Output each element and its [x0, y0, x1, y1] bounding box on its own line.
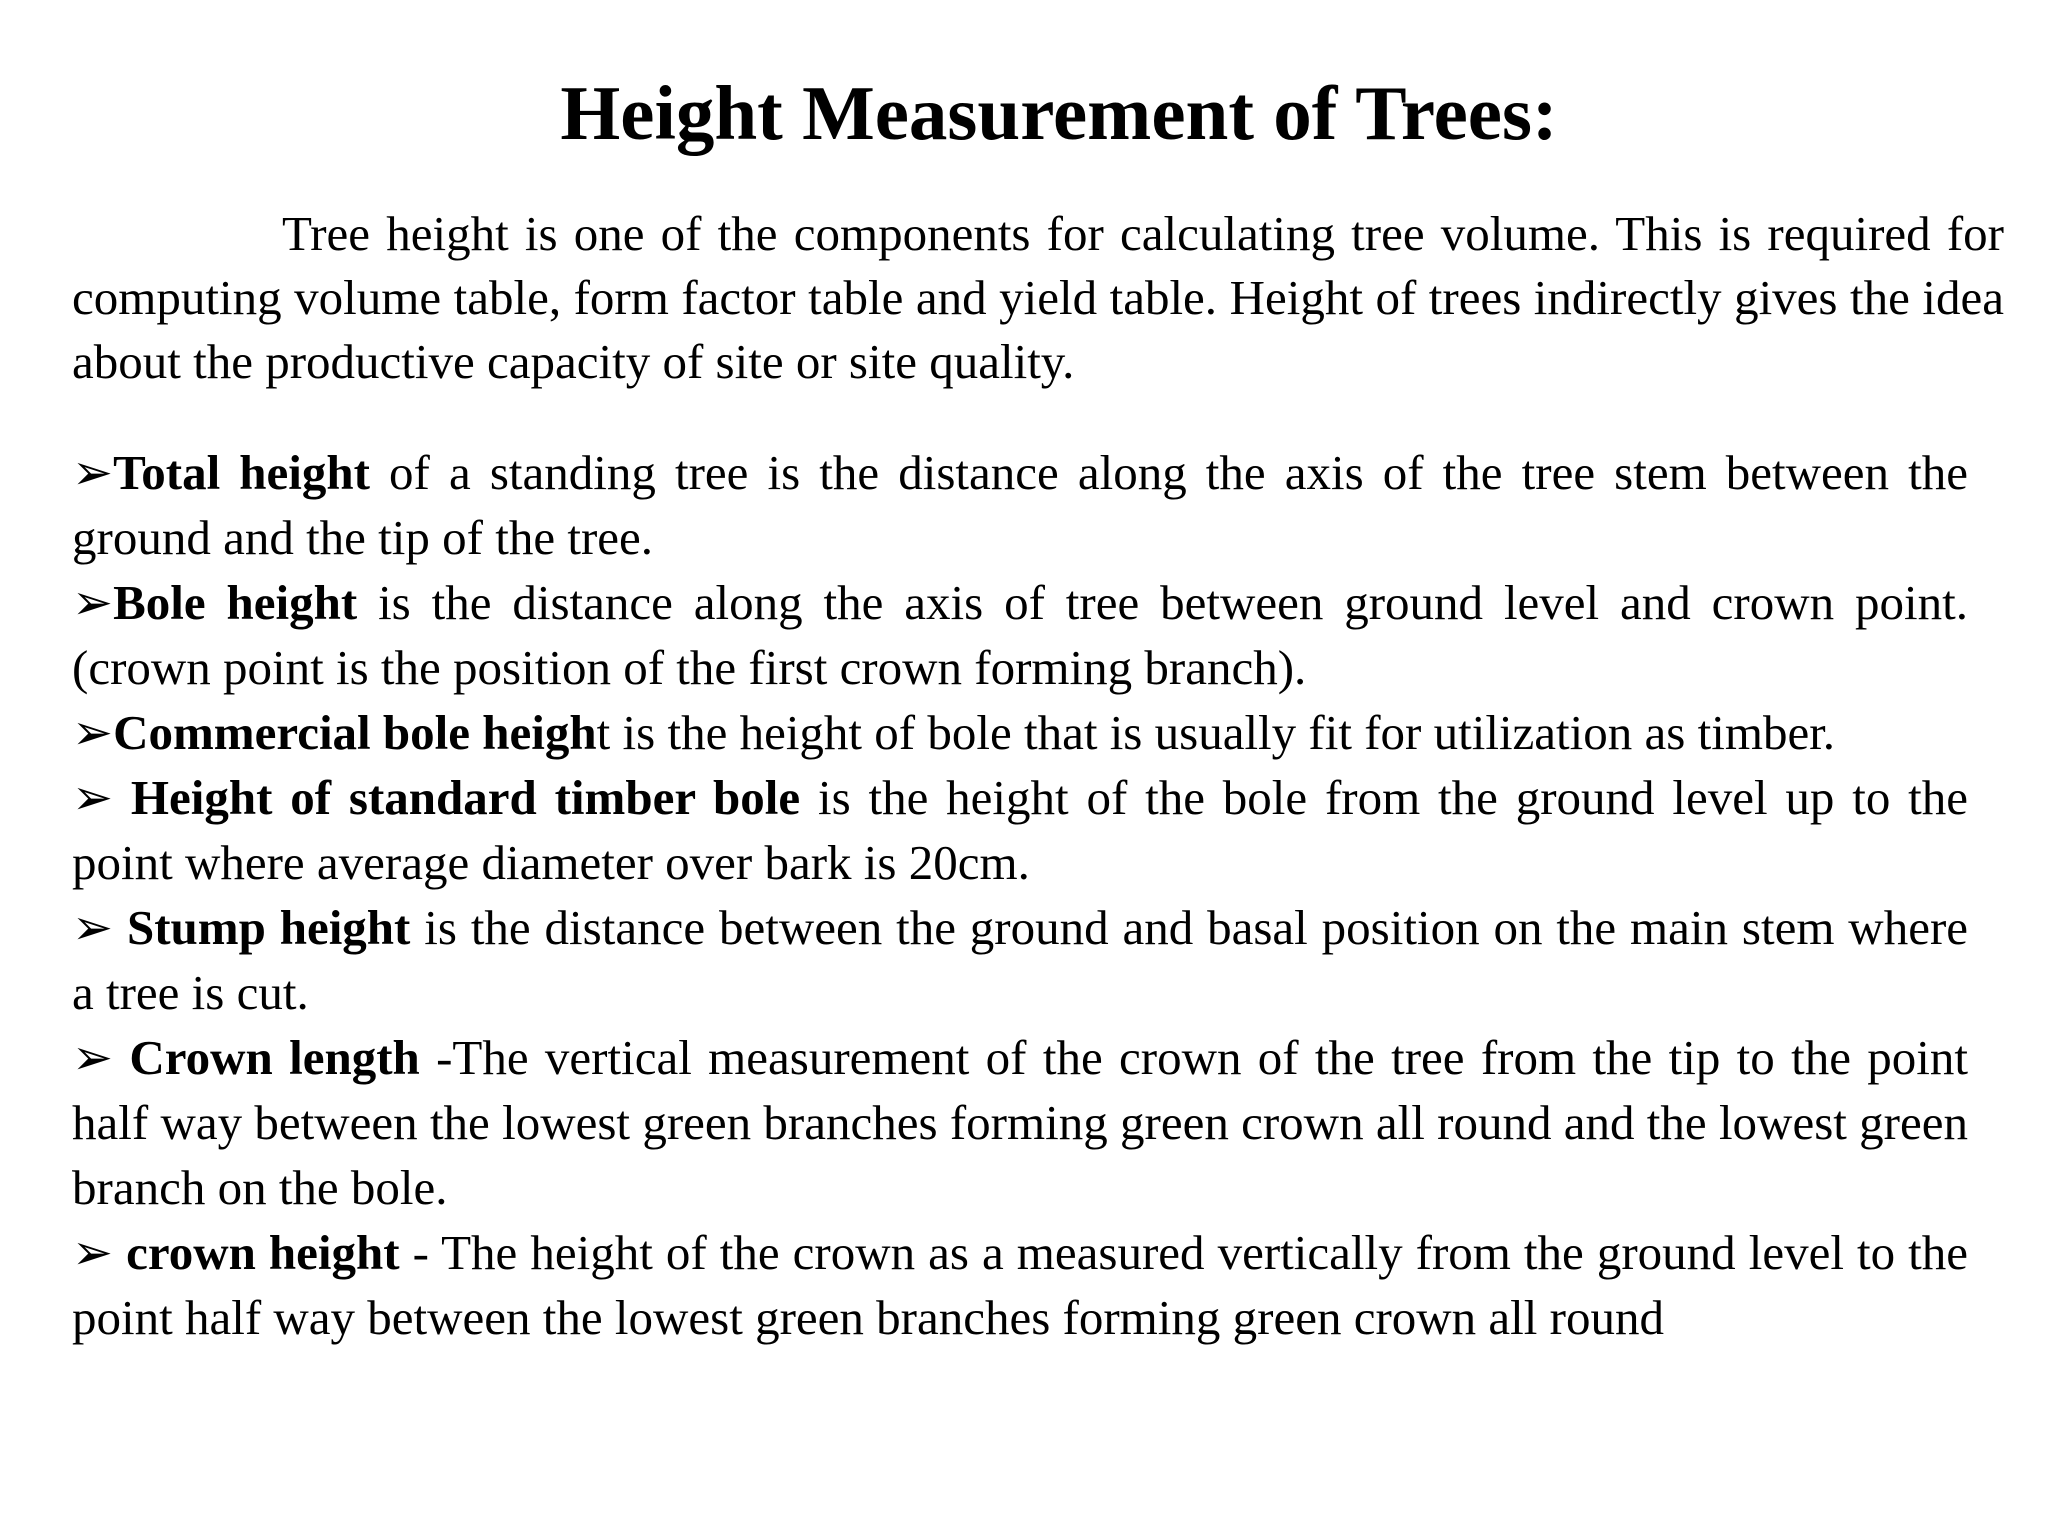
arrow-bullet-icon: ➢	[72, 900, 127, 955]
definition-text: of a standing tree is the distance along the axis of the tree stem between the ground and the tip of the tree.	[72, 445, 1968, 565]
arrow-bullet-icon: ➢	[72, 1030, 130, 1085]
arrow-bullet-icon: ➢	[72, 1225, 127, 1280]
definition-term: Crown length	[129, 1030, 420, 1085]
definition-text: is the distance between the ground and basal position on the main stem where a tree is cut.	[72, 900, 1969, 1020]
definition-term: Commercial bole heigh	[113, 705, 597, 760]
definition-term: Total height	[113, 445, 370, 500]
arrow-bullet-icon: ➢	[72, 705, 114, 760]
definition-text: is the height of the bole from the ground level up to the point where average diameter over bark is 20cm.	[72, 770, 1969, 890]
definition-term: Stump height	[126, 900, 411, 955]
definition-text: t is the height of bole that is usually fit for utilization as timber.	[596, 705, 1836, 760]
definition-term: Bole height	[113, 575, 358, 630]
definition-list	[72, 440, 1968, 1350]
page-title: Height Measurement of Trees:	[560, 70, 1558, 156]
arrow-bullet-icon: ➢	[72, 575, 114, 630]
definition-text: is the distance along the axis of tree between ground level and crown point. (crown point is the position of the first crown forming branch).	[72, 575, 1968, 695]
definition-commercial-bole-height	[72, 700, 1968, 765]
definition-crown-height	[72, 1220, 1968, 1350]
definition-text: - The height of the crown as a measured vertically from the ground level to the point half way between the lowest green branches forming green crown all round	[72, 1225, 1968, 1345]
definition-standard-timber-bole	[72, 765, 1968, 895]
definition-term: Height of standard timber bole	[130, 770, 801, 825]
definition-bole-height	[72, 570, 1968, 700]
definition-stump-height	[72, 895, 1968, 1025]
arrow-bullet-icon: ➢	[72, 445, 114, 500]
definition-total-height	[72, 440, 1968, 570]
definition-term: crown height	[126, 1225, 400, 1280]
definition-crown-length	[72, 1025, 1968, 1220]
arrow-bullet-icon: ➢	[72, 770, 131, 825]
intro-paragraph: Tree height is one of the components for calculating tree volume. This is required for computing volume table, form factor table and yield table. Height of trees indirectly gives the idea about the productive capacity of site or site quality.	[72, 206, 2004, 389]
definition-text: -The vertical measurement of the crown of the tree from the tip to the point half way between the lowest green branches forming green crown all round and the lowest green branch on the bole.	[72, 1030, 1968, 1215]
